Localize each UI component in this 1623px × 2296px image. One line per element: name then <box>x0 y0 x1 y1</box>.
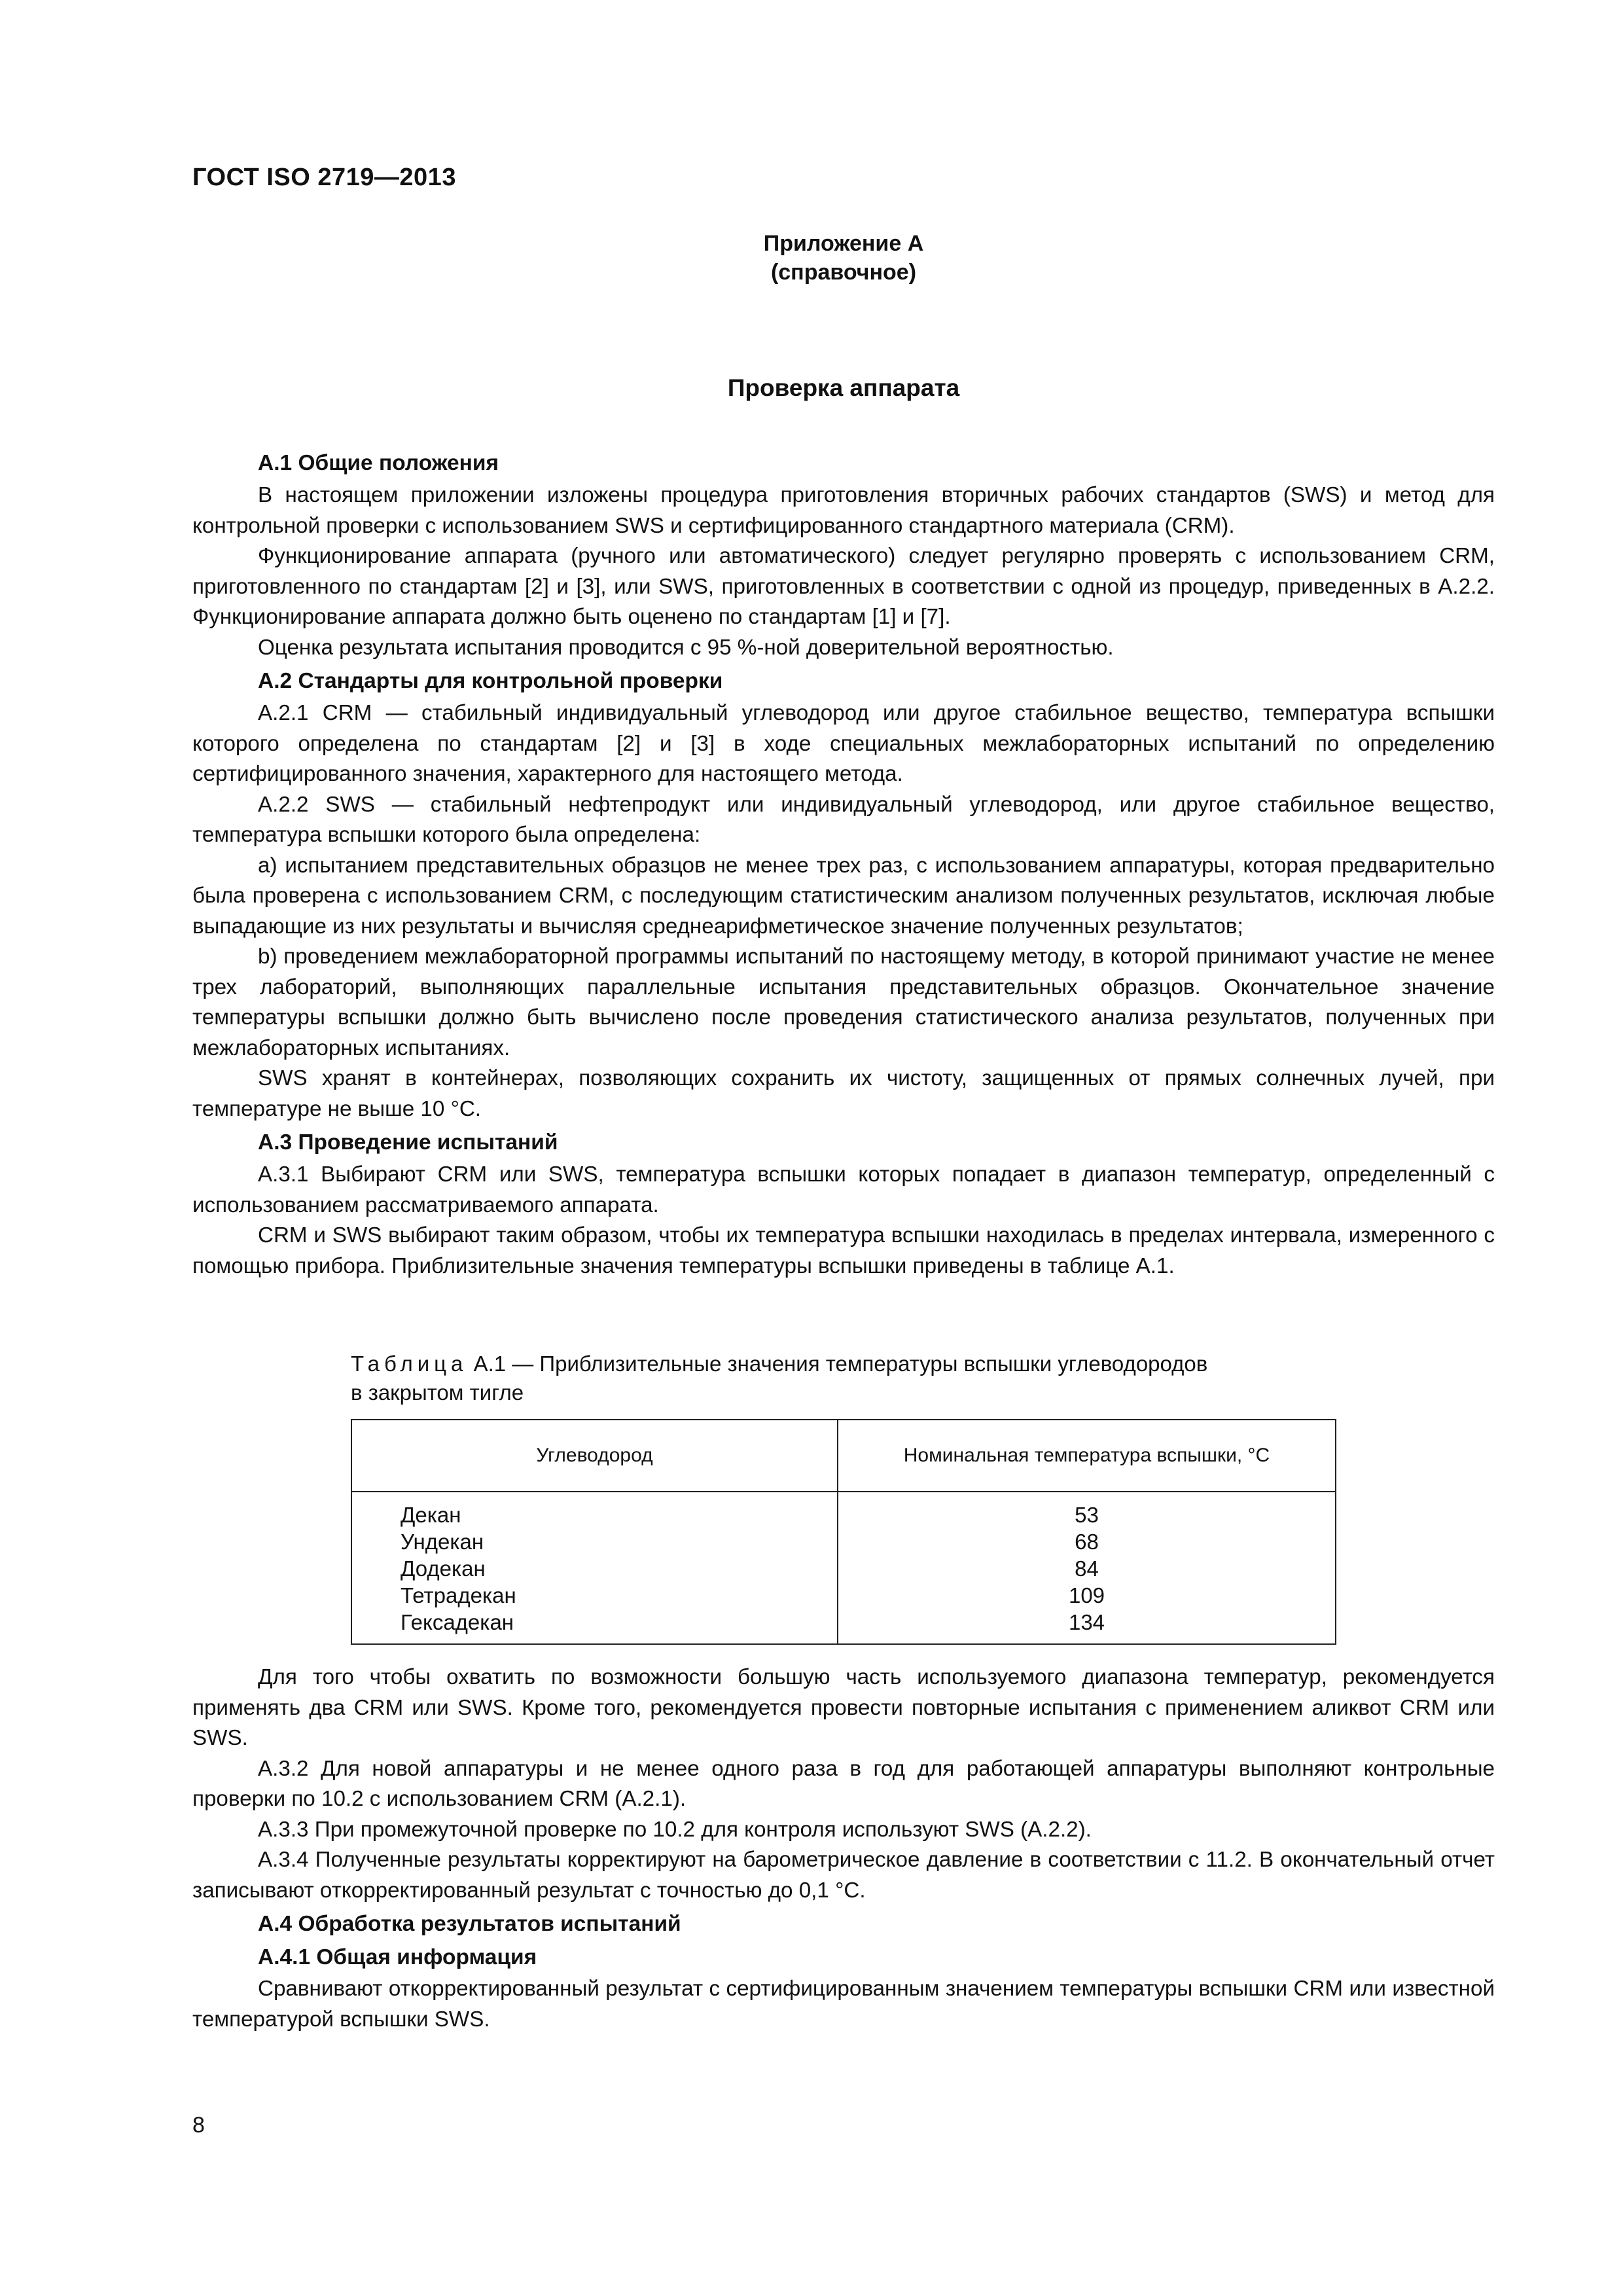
paragraph: А.3.2 Для новой аппаратуры и не менее одного раза в год для работающей аппаратуры выполняют контрольные проверки по 10.2 с использованием CRM (А.2.1). <box>192 1756 1495 1811</box>
subsection-heading-a41: А.4.1 Общая информация <box>258 1945 537 1969</box>
flash-point-column <box>838 1492 1336 1644</box>
paragraph: А.3.3 При промежуточной проверке по 10.2 для контроля используют SWS (А.2.2). <box>258 1817 1092 1842</box>
table-caption-text: А.1 — Приблизительные значения температуры вспышки углеводородов <box>473 1352 1208 1376</box>
section-heading-a3: А.3 Проведение испытаний <box>258 1130 558 1155</box>
annex-status: (справочное) <box>770 260 917 285</box>
table-cell-value: 53 <box>1075 1503 1099 1527</box>
annex-heading <box>192 229 1495 287</box>
section-heading-a2: А.2 Стандарты для контрольной проверки <box>258 669 723 693</box>
table-cell-name: Ундекан <box>401 1530 484 1554</box>
table-body <box>351 1492 1336 1644</box>
body-text-upper <box>192 446 1495 1282</box>
table-cell-name: Додекан <box>401 1556 486 1581</box>
paragraph: А.2.2 SWS — стабильный нефтепродукт или индивидуальный углеводород, или другое стабильное вещество, температура вспышки которого была определена: <box>192 792 1495 847</box>
table-cell-value: 109 <box>1068 1583 1105 1607</box>
hydrocarbon-column <box>351 1492 838 1644</box>
paragraph: CRM и SWS выбирают таким образом, чтобы их температура вспышки находилась в пределах интервала, измеренного с помощью прибора. Приблизительные значения температуры вспышки приведены в таблице А.1. <box>192 1223 1495 1278</box>
table-cell-value: 84 <box>1075 1556 1099 1581</box>
document-id: ГОСТ ISO 2719—2013 <box>192 164 456 191</box>
page-number: 8 <box>192 2113 205 2138</box>
paragraph: Оценка результата испытания проводится с 95 %-ной доверительной вероятностью. <box>258 635 1114 660</box>
column-header-flash-point: Номинальная температура вспышки, °С <box>838 1420 1336 1492</box>
table-caption-line2: в закрытом тигле <box>351 1380 524 1405</box>
table-cell-name: Гексадекан <box>401 1610 514 1634</box>
list-item: b) проведением межлабораторной программы испытаний по настоящему методу, в которой принимают участие не менее трех лабораторий, выполняющих параллельные испытания представительных образцов. Окончательное значение температуры вспышки должно быть вычислено после проведения статистического анализа результатов, полученных при межлабораторных испытаниях. <box>192 944 1495 1060</box>
paragraph: А.3.4 Полученные результаты корректируют на барометрическое давление в соответствии с 11.2. В окончательный отчет записывают откорректированный результат с точностью до 0,1 °С. <box>192 1848 1495 1903</box>
section-heading-a4: А.4 Обработка результатов испытаний <box>258 1912 681 1936</box>
paragraph: В настоящем приложении изложены процедура приготовления вторичных рабочих стандартов (SWS) и метод для контрольной проверки с использованием SWS и сертифицированного стандартного материала (CRM). <box>192 483 1495 538</box>
body-text-lower <box>192 1662 1495 2035</box>
list-item: a) испытанием представительных образцов не менее трех раз, с использованием аппаратуры, которая предварительно была проверена с использованием CRM, с последующим статистическим анализом полученных результатов, исключая любые выпадающие из них результаты и вычисляя среднеарифметическое значение полученных результатов; <box>192 853 1495 939</box>
flash-point-table <box>351 1419 1336 1645</box>
paragraph: Сравнивают откорректированный результат с сертифицированным значением температуры вспышки CRM или известной температурой вспышки SWS. <box>192 1977 1495 2032</box>
paragraph: SWS хранят в контейнерах, позволяющих сохранить их чистоту, защищенных от прямых солнечных лучей, при температуре не выше 10 °С. <box>192 1066 1495 1121</box>
annex-title: Проверка аппарата <box>727 374 960 401</box>
table-cell-name: Декан <box>401 1503 461 1527</box>
table-caption <box>351 1350 1398 1407</box>
annex-label: Приложение А <box>763 231 924 256</box>
table-caption-label: Таблица <box>351 1352 468 1376</box>
table-cell-name: Тетрадекан <box>401 1583 516 1607</box>
column-header-hydrocarbon: Углеводород <box>351 1420 838 1492</box>
section-heading-a1: А.1 Общие положения <box>258 451 499 475</box>
paragraph: А.3.1 Выбирают CRM или SWS, температура вспышки которых попадает в диапазон температур, определенный с использованием рассматриваемого аппарата. <box>192 1162 1495 1217</box>
table-cell-value: 134 <box>1068 1610 1105 1634</box>
table-cell-value: 68 <box>1075 1530 1099 1554</box>
paragraph: Для того чтобы охватить по возможности большую часть используемого диапазона температур, рекомендуется применять два CRM или SWS. Кроме того, рекомендуется провести повторные испытания с применением аликвот CRM или SWS. <box>192 1665 1495 1750</box>
paragraph: Функционирование аппарата (ручного или автоматического) следует регулярно проверять с использованием CRM, приготовленного по стандартам [2] и [3], или SWS, приготовленных в соответствии с одной из процедур, приведенных в А.2.2. Функционирование аппарата должно быть оценено по стандартам [1] и [7]. <box>192 544 1495 629</box>
paragraph: А.2.1 CRM — стабильный индивидуальный углеводород или другое стабильное вещество, температура вспышки которого определена по стандартам [2] и [3] в ходе специальных межлабораторных испытаний по определению сертифицированного значения, характерного для настоящего метода. <box>192 701 1495 786</box>
